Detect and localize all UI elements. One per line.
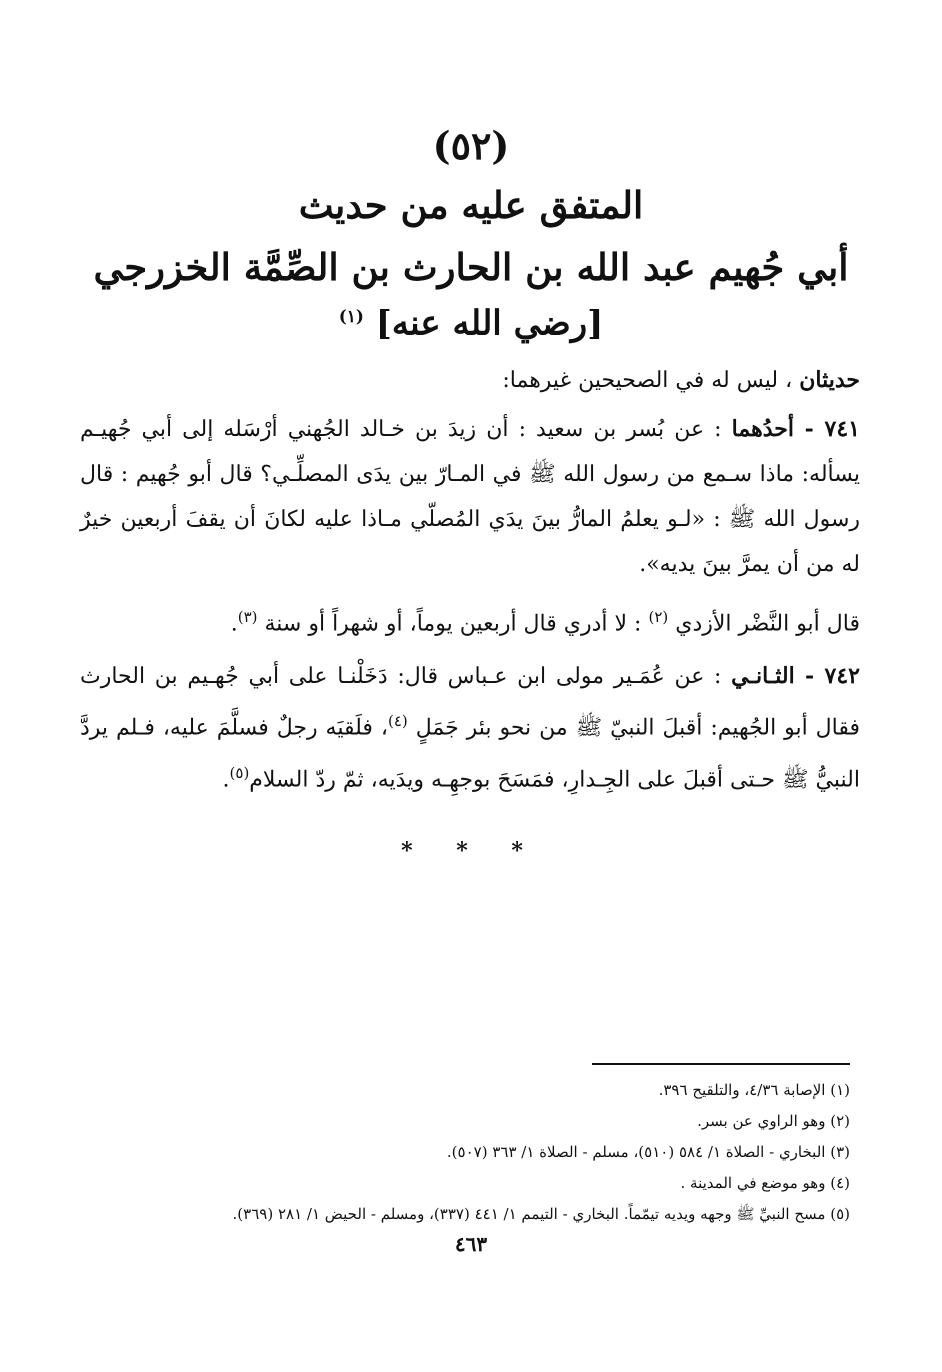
hadith-2-end: . — [222, 766, 230, 792]
page-number: ٤٦٣ — [454, 1232, 488, 1256]
hadith-2-footnote-ref-b: (٥) — [229, 763, 250, 782]
hadith-2-label: ٧٤٢ - الثـانـي — [731, 663, 860, 690]
narrator-footnote-ref-b: (٣) — [237, 608, 258, 626]
narrator-text-a: قال أبو النَّضْر الأزدي — [675, 611, 860, 637]
intro-paragraph — [80, 358, 860, 403]
narrator-footnote-ref-a: (٢) — [648, 608, 669, 626]
title-footnote-ref: (١) — [338, 307, 364, 327]
hadith-1-text: : عن بُسر بن سعيد : أن زيدَ بن خـالد الجُهني أرْسَله إلى أبي جُهيـم يسأله: ماذا سـمع من رسول الله ﷺ في المـارّ بين يدَى المصلِّـي؟ قال أبو جُهيم : قال رسول الله ﷺ : «لـو يعلمُ المارُّ بينَ يدَي المُصلّي مـاذا عليه لكانَ أن يقفَ أربعين خيرٌ له من أن يمرَّ بينَ يديه». — [80, 417, 860, 577]
hadith-paragraph-1 — [80, 407, 860, 587]
narrator-paragraph — [80, 595, 860, 646]
hadith-2-text-a: : عن عُمَـير مولى ابن عـباس قال: دَخَلْنـا على أبي جُهـيم بن الحارث فقال أبو الجُهيم: أقبلَ النبيّ ﷺ من نحو بئر جَمَلٍ — [80, 664, 861, 741]
footnotes — [110, 1075, 850, 1230]
footnote-1: (١) الإصابة ٤/٣٦، والتلقيح ٣٩٦. — [658, 1081, 850, 1099]
footnote-5: (٥) مسح النبيِّ ﷺ وجهه ويديه تيمّماً. البخاري - التيمم ١/ ٤٤١ (٣٣٧)، ومسلم - الحيض ١/ ٢٨١ (٣٦٩). — [232, 1205, 850, 1223]
main-text — [80, 358, 860, 810]
intro-label: حديثان — [799, 367, 860, 393]
footnote-3: (٣) البخاري - الصلاة ١/ ٥٨٤ (٥١٠)، مسلم - الصلاة ١/ ٣٦٣ (٥٠٧). — [446, 1143, 850, 1161]
section-separator: * * * — [401, 838, 541, 864]
chapter-title-line-2: أبي جُهيم عبد الله بن الحارث بن الصِّمَّة الخزرجي — [93, 245, 849, 289]
footnote-2: (٢) وهو الراوي عن بسر. — [697, 1112, 850, 1130]
footnote-divider — [592, 1063, 850, 1065]
footnote-4: (٤) وهو موضع في المدينة . — [680, 1174, 850, 1192]
hadith-1-label: ٧٤١ - أحدُهما — [731, 416, 860, 442]
chapter-number: (٥٢) — [432, 123, 510, 168]
chapter-title-line-1: المتفق عليه من حديث — [298, 183, 644, 227]
narrator-end: . — [230, 611, 238, 637]
hadith-paragraph-2 — [80, 654, 860, 802]
hadith-2-footnote-ref-a: (٤) — [387, 712, 408, 731]
intro-text: ، ليس له في الصحيحين غيرهما: — [502, 368, 793, 393]
title-honorific: [رضي الله عنه] — [375, 303, 604, 344]
narrator-text-b: : لا أدري قال أربعين يوماً، أو شهراً أو سنة — [264, 611, 642, 637]
hadith-2-text-b: ، فلَقيَه رجلٌ فسلَّمَ عليه، فـلم يردَّ النبيُّ ﷺ حـتى أقبلَ على الجِـدارِ، فمَسَحَ بوجهِـه ويدَيه، ثمّ ردّ السلام — [80, 715, 860, 792]
chapter-title-line-3 — [0, 292, 942, 348]
